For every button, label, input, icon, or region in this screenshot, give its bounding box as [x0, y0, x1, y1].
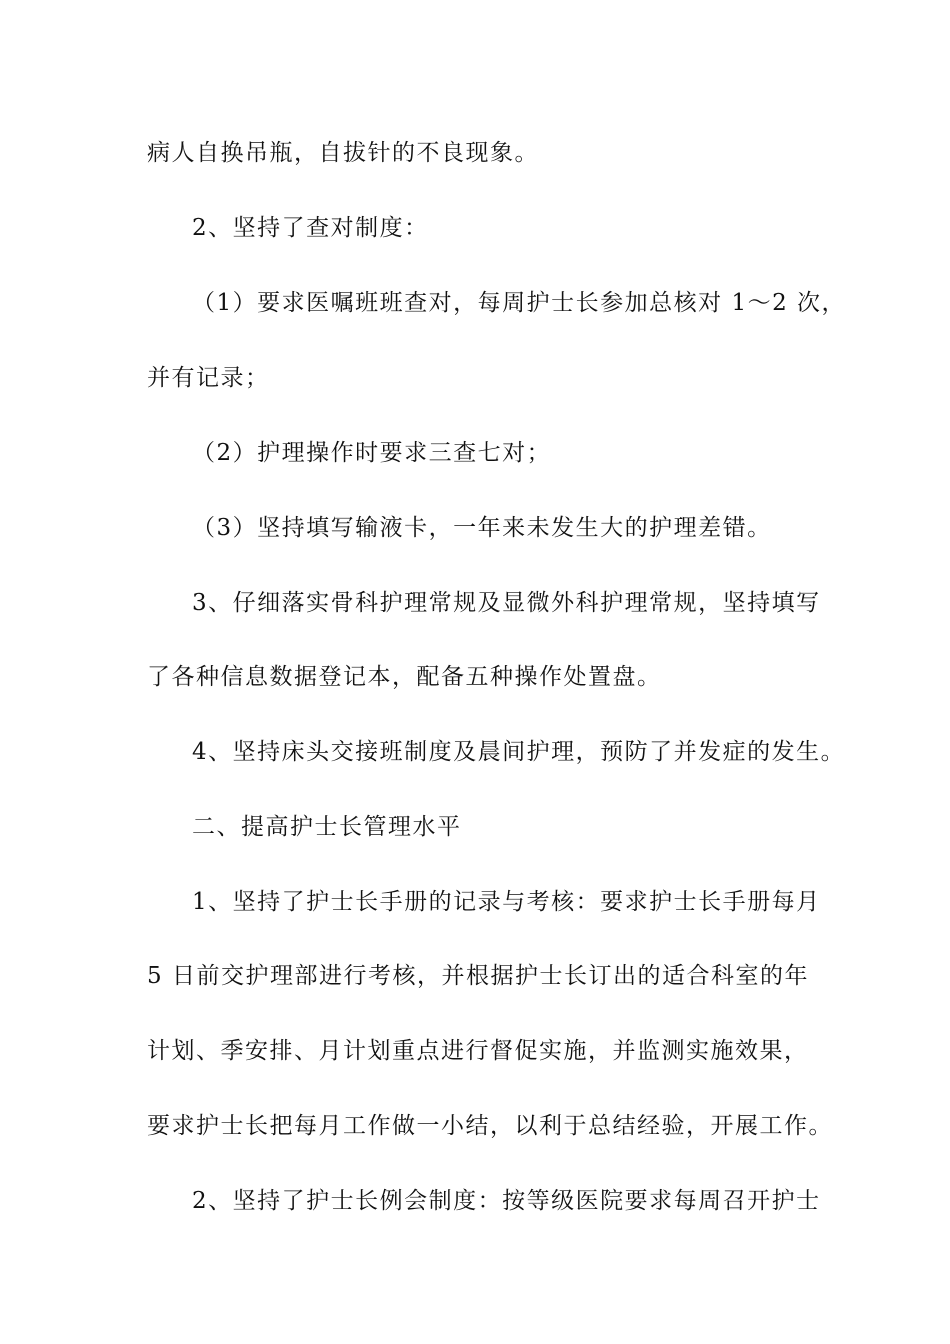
section-item-1: 1、坚持了护士长手册的记录与考核：要求护士长手册每月: [192, 889, 821, 915]
text-line: 要求护士长把每月工作做一小结，以利于总结经验，开展工作。: [147, 1113, 833, 1139]
sub-item-2: （2）护理操作时要求三查七对；: [192, 440, 552, 466]
section-item-2b: 2、坚持了护士长例会制度：按等级医院要求每周召开护士: [192, 1188, 821, 1214]
text-line: 并有记录；: [147, 365, 270, 391]
sub-item-3: （3）坚持填写输液卡，一年来未发生大的护理差错。: [192, 515, 772, 541]
text-line: 5 日前交护理部进行考核，并根据护士长订出的适合科室的年: [147, 963, 809, 989]
text-line: 了各种信息数据登记本，配备五种操作处置盘。: [147, 664, 662, 690]
section-item-3: 3、仔细落实骨科护理常规及显微外科护理常规，坚持填写: [192, 590, 821, 616]
section-item-4: 4、坚持床头交接班制度及晨间护理，预防了并发症的发生。: [192, 739, 846, 765]
sub-item-1: （1）要求医嘱班班查对，每周护士长参加总核对 1～2 次，: [192, 290, 847, 316]
text-line: 病人自换吊瓶，自拔针的不良现象。: [147, 140, 539, 166]
text-line: 计划、季安排、月计划重点进行督促实施，并监测实施效果，: [147, 1038, 809, 1064]
section-item-2: 2、坚持了查对制度：: [192, 215, 429, 241]
section-heading: 二、提高护士长管理水平: [192, 814, 462, 840]
